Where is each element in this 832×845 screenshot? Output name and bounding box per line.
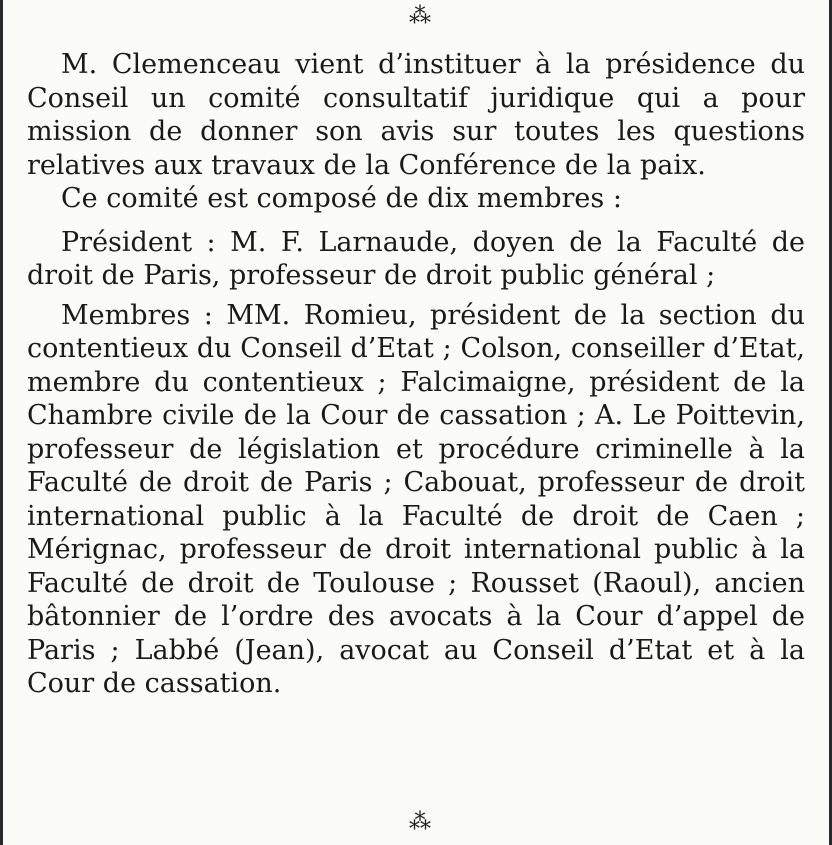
- asterism-ornament-top: ⁂: [409, 4, 429, 29]
- article-paragraph-intro: M. Clemenceau vient d’instituer à la présidence du Conseil un comité consultatif juridique qui a pour mission de donner son avis sur toutes les questions relatives aux travaux de la Conférence de la paix.: [27, 49, 805, 181]
- article-column: [27, 48, 805, 701]
- asterism-ornament-bottom: ⁂: [409, 810, 429, 835]
- article-paragraph-president: Président : M. F. Larnaude, doyen de la Faculté de droit de Paris, professeur de droit public général ;: [27, 226, 805, 291]
- article-paragraph-composition: Ce comité est composé de dix membres :: [61, 183, 622, 214]
- article-paragraph-members: Membres : MM. Romieu, président de la section du contentieux du Conseil d’Etat ; Colson, conseiller d’Etat, membre du contentieux ; Falcimaigne, président de la Chambre civile de la Cour de cassation ; A. Le Poittevin, professeur de législation et procédure criminelle à la Faculté de droit de Paris ; Cabouat, professeur de droit international public à la Faculté de droit de Caen ; Mérignac, professeur de droit international public à la Faculté de droit de Toulouse ; Rousset (Raoul), ancien bâtonnier de l’ordre des avocats à la Cour d’appel de Paris ; Labbé (Jean), avocat au Conseil d’Etat et à la Cour de cassation.: [27, 299, 805, 699]
